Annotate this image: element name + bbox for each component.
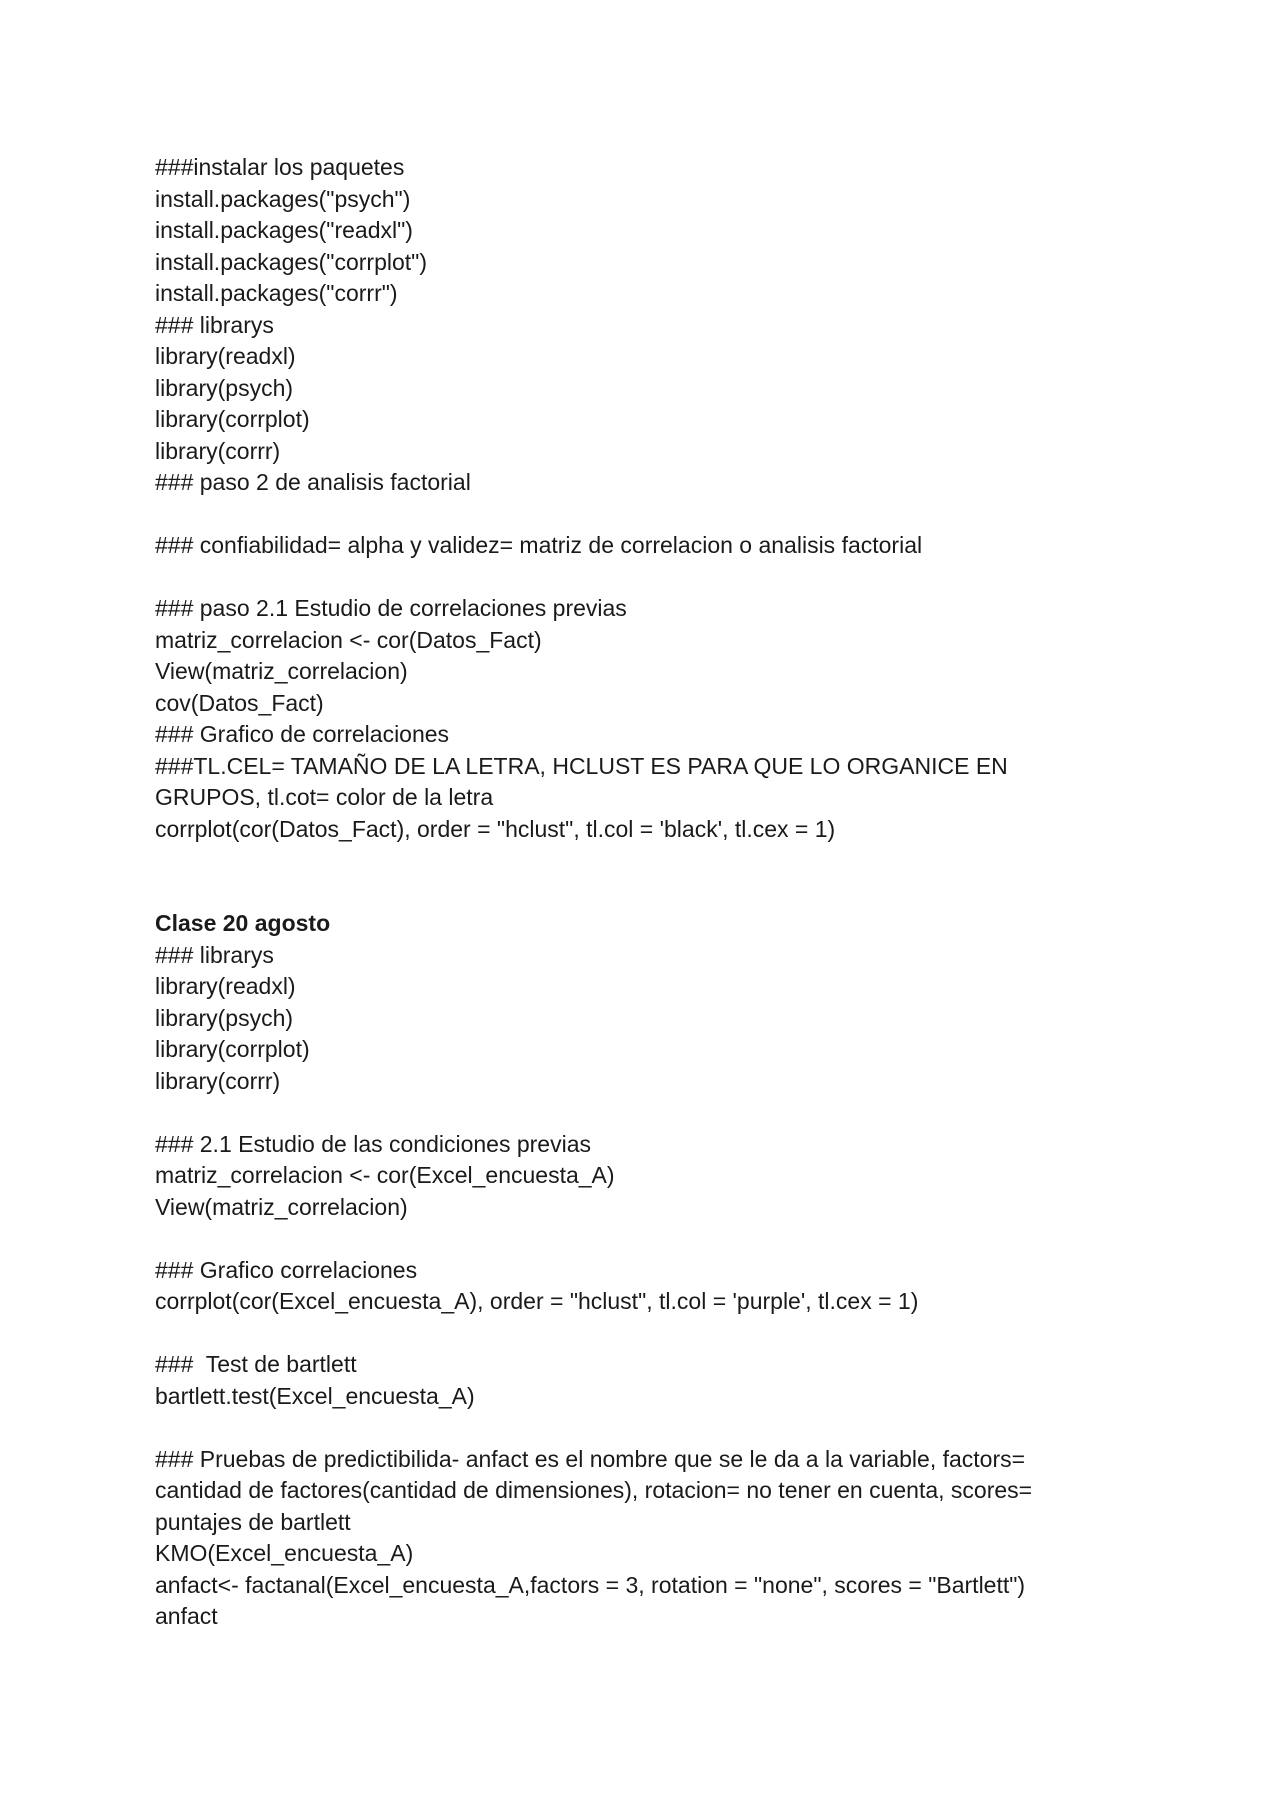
code-line: library(readxl) (155, 343, 296, 369)
code-line: ### Grafico correlaciones (155, 1256, 418, 1283)
code-line: ###TL.CEL= TAMAÑO DE LA LETRA, HCLUST ES PARA QUE LO ORGANICE EN GRUPOS, tl.cot= color de la letra (155, 752, 1015, 810)
code-line: cov(Datos_Fact) (155, 689, 324, 716)
code-line: ### librarys (155, 311, 274, 338)
code-line: corrplot(cor(Excel_encuesta_A), order = "hclust", tl.col = 'purple', tl.cex = 1) (155, 1288, 919, 1314)
code-line: library(corrplot) (155, 1036, 310, 1062)
code-line: install.packages("psych") (155, 185, 411, 212)
code-line: View(matriz_correlacion) (155, 1193, 408, 1220)
comment-line: ### Pruebas de predictibilida- anfact es el nombre que se le da a la variable, factors= cantidad de factores(cantidad de dimensiones), rotacion= no tener en cuenta, scores= puntajes de bartlett (155, 1445, 1039, 1535)
code-line: ### 2.1 Estudio de las condiciones previas (155, 1130, 592, 1157)
code-line: ### paso 2.1 Estudio de correlaciones previas (155, 595, 627, 621)
blank-line (155, 562, 1085, 594)
code-line: ###instalar los paquetes (155, 154, 405, 180)
code-line: corrplot(cor(Datos_Fact), order = "hclust", tl.col = 'black', tl.cex = 1) (155, 815, 836, 842)
code-line: KMO(Excel_encuesta_A) (155, 1540, 414, 1566)
section-heading: Clase 20 agosto (155, 910, 331, 936)
code-line: ### Grafico de correlaciones (155, 721, 450, 747)
section-gap (155, 845, 1085, 908)
code-line: bartlett.test(Excel_encuesta_A) (155, 1382, 475, 1409)
code-line: library(corrr) (155, 437, 281, 464)
code-line: library(corrplot) (155, 406, 310, 432)
blank-line (155, 1318, 1085, 1350)
code-line: ### Test de bartlett (155, 1351, 357, 1377)
code-line: library(readxl) (155, 973, 296, 999)
document-content (155, 152, 1085, 1633)
blank-line (155, 1097, 1085, 1129)
blank-line (155, 1412, 1085, 1444)
comment-line: ### confiabilidad= alpha y validez= matriz de correlacion o analisis factorial (155, 532, 923, 558)
blank-line (155, 499, 1085, 531)
code-line: matriz_correlacion <- cor(Excel_encuesta_A) (155, 1162, 615, 1188)
code-line: install.packages("corrr") (155, 280, 398, 306)
code-line: library(psych) (155, 1004, 294, 1031)
code-line: ### librarys (155, 941, 274, 968)
code-line: matriz_correlacion <- cor(Datos_Fact) (155, 626, 542, 653)
code-line: View(matriz_correlacion) (155, 658, 408, 684)
code-line: anfact (155, 1603, 218, 1629)
code-line: install.packages("corrplot") (155, 248, 427, 275)
code-line: library(corrr) (155, 1067, 281, 1094)
code-line: anfact<- factanal(Excel_encuesta_A,factors = 3, rotation = "none", scores = "Bartlett") (155, 1571, 1026, 1598)
code-line: install.packages("readxl") (155, 217, 413, 243)
blank-line (155, 1223, 1085, 1255)
code-line: ### paso 2 de analisis factorial (155, 469, 471, 495)
code-line: library(psych) (155, 374, 294, 401)
